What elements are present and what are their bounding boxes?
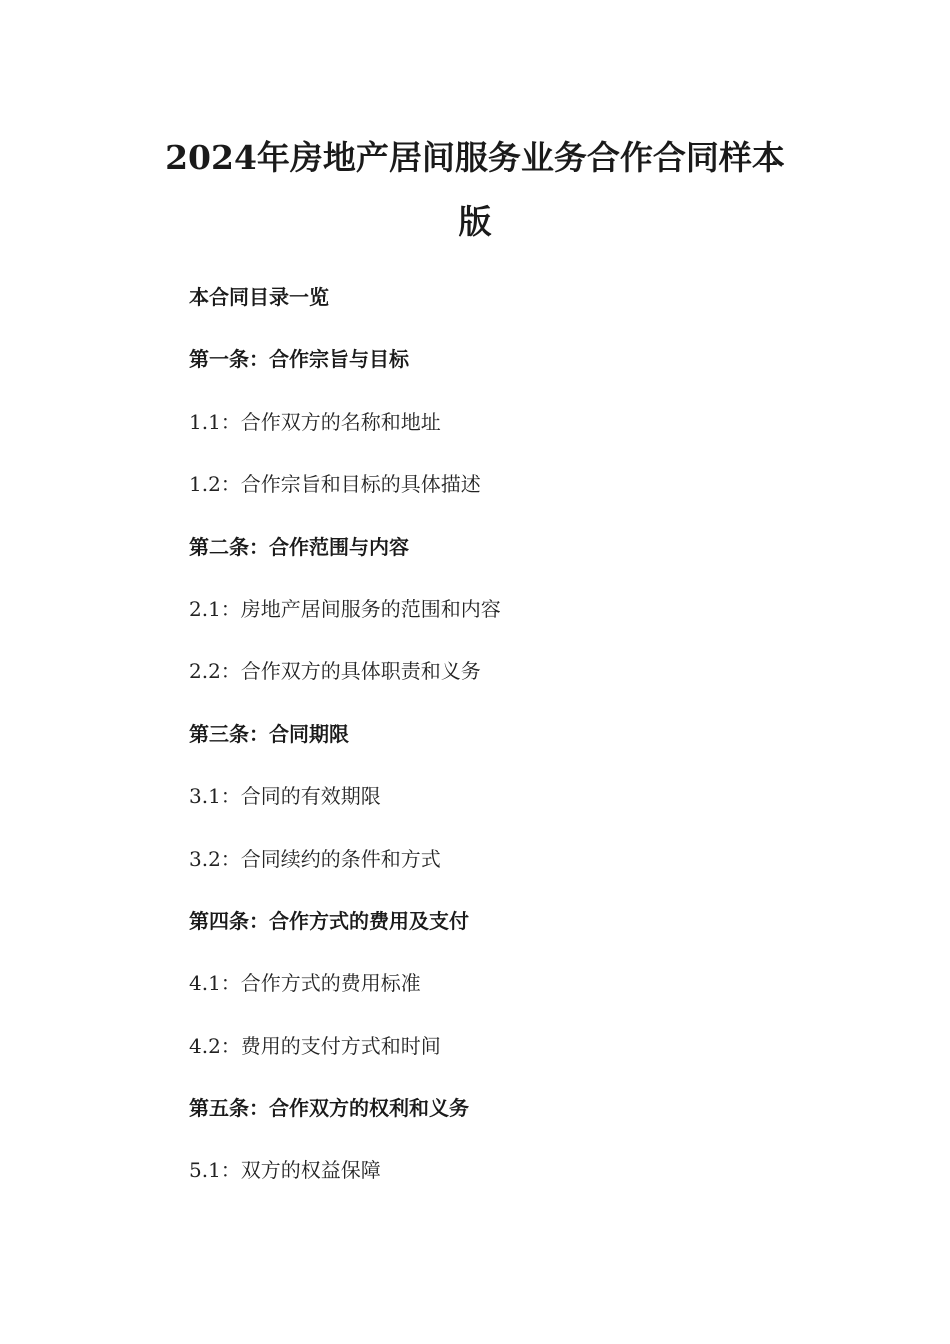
toc-item-3-2: 3.2：合同续约的条件和方式 bbox=[189, 846, 441, 871]
toc-article-1: 第一条：合作宗旨与目标 bbox=[189, 347, 409, 372]
toc-item-4-2: 4.2：费用的支付方式和时间 bbox=[189, 1033, 441, 1058]
toc-item-4-1: 4.1：合作方式的费用标准 bbox=[189, 971, 421, 996]
toc-item-2-2: 2.2：合作双方的具体职责和义务 bbox=[189, 659, 481, 684]
table-of-contents bbox=[189, 279, 869, 1215]
toc-item-1-1: 1.1：合作双方的名称和地址 bbox=[189, 409, 441, 434]
toc-item-5-1: 5.1：双方的权益保障 bbox=[189, 1158, 381, 1183]
toc-item-2-1: 2.1：房地产居间服务的范围和内容 bbox=[189, 596, 501, 621]
toc-article-5: 第五条：合作双方的权利和义务 bbox=[189, 1096, 469, 1121]
toc-item-3-1: 3.1：合同的有效期限 bbox=[189, 784, 381, 809]
toc-article-3: 第三条：合同期限 bbox=[189, 721, 349, 746]
document-title-line-1: 2024年房地产居间服务业务合作合同样本 bbox=[165, 138, 785, 177]
toc-article-4: 第四条：合作方式的费用及支付 bbox=[189, 908, 469, 933]
document-title-line-2: 版 bbox=[458, 202, 492, 241]
toc-article-2: 第二条：合作范围与内容 bbox=[189, 534, 409, 559]
toc-header: 本合同目录一览 bbox=[189, 285, 329, 309]
document-title bbox=[60, 126, 890, 254]
toc-item-1-2: 1.2：合作宗旨和目标的具体描述 bbox=[189, 472, 481, 497]
